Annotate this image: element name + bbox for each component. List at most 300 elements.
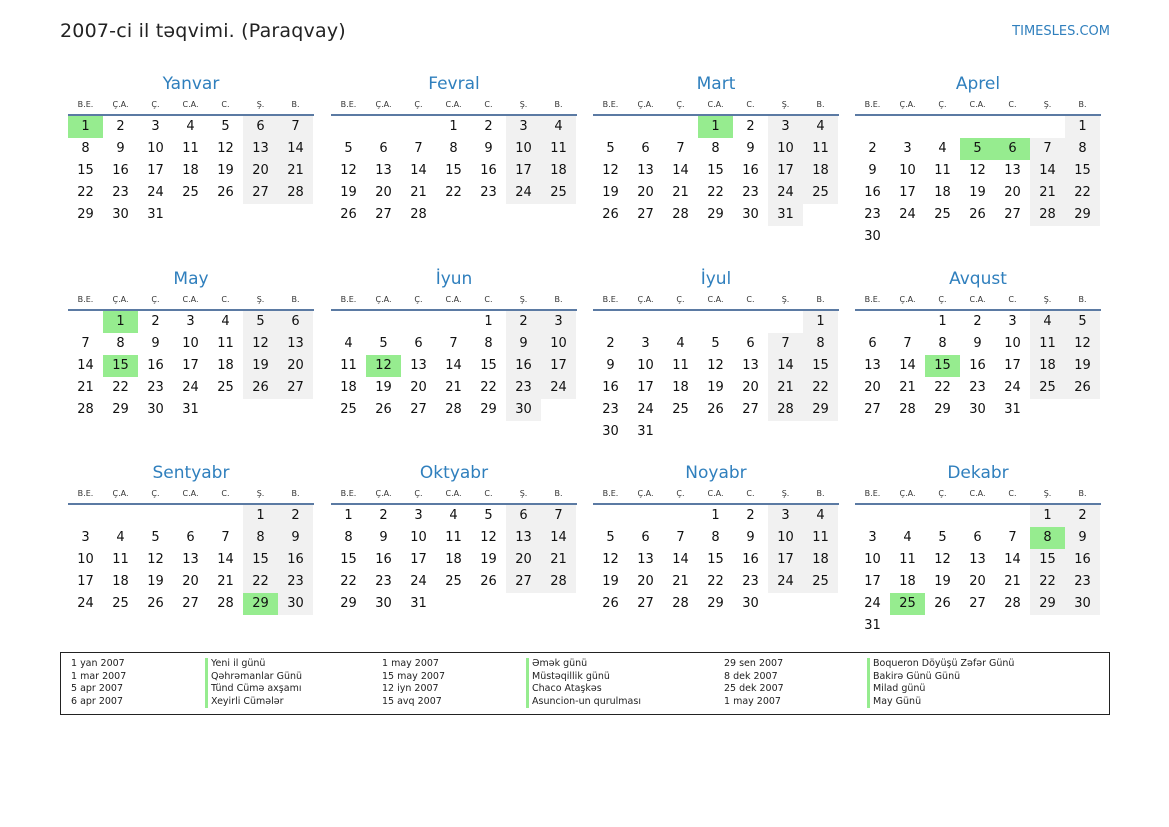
weekday-label: C. <box>221 100 230 109</box>
week-row <box>593 527 838 549</box>
holiday-name: Asuncion-un qurulması <box>526 696 641 709</box>
weekday-label: B.E. <box>602 295 619 304</box>
weekday-header <box>855 96 1101 116</box>
day-cell: 7 <box>676 530 685 545</box>
day-cell: 13 <box>637 552 654 567</box>
holiday-date: 6 apr 2007 <box>71 695 124 707</box>
day-cell: 9 <box>151 336 160 351</box>
day-cell-holiday: 8 <box>1030 527 1065 549</box>
day-cell: 19 <box>602 574 619 589</box>
day-cell: 23 <box>147 380 164 395</box>
weekday-label: C.A. <box>707 295 724 304</box>
day-cell: 4 <box>803 116 838 138</box>
day-cell: 24 <box>77 596 94 611</box>
day-cell: 28 <box>672 207 689 222</box>
day-cell: 10 <box>182 336 199 351</box>
day-cell: 14 <box>768 355 803 377</box>
day-cell: 29 <box>340 596 357 611</box>
day-cell: 12 <box>969 163 986 178</box>
weekday-label: Ç. <box>414 295 423 304</box>
weekday-label: C. <box>484 489 493 498</box>
weekday-label: C.A. <box>707 100 724 109</box>
week-row <box>331 549 576 571</box>
day-empty <box>925 226 960 248</box>
day-cell: 27 <box>182 596 199 611</box>
weekday-label: Ş. <box>1043 295 1052 304</box>
day-cell: 18 <box>899 574 916 589</box>
weekday-label: B. <box>816 489 825 498</box>
day-cell: 8 <box>116 336 125 351</box>
day-empty <box>436 593 471 615</box>
week-row <box>593 204 838 226</box>
day-cell: 3 <box>768 505 803 527</box>
day-cell: 21 <box>541 549 576 571</box>
day-cell: 28 <box>445 402 462 417</box>
day-empty <box>366 116 401 138</box>
weekday-label: C. <box>1008 489 1017 498</box>
week-row <box>593 160 838 182</box>
holiday-name: Chaco Ataşkəs <box>526 683 641 696</box>
day-cell: 31 <box>768 204 803 226</box>
day-cell: 14 <box>77 358 94 373</box>
weekday-label: Ş. <box>781 489 790 498</box>
day-cell: 20 <box>864 380 881 395</box>
day-cell: 1 <box>1065 116 1100 138</box>
day-cell: 30 <box>278 593 313 615</box>
day-cell: 6 <box>414 336 423 351</box>
day-empty <box>208 399 243 421</box>
day-empty <box>593 505 628 527</box>
day-cell: 1 <box>449 119 458 134</box>
day-cell: 4 <box>449 508 458 523</box>
day-cell: 23 <box>602 402 619 417</box>
day-empty <box>855 505 890 527</box>
weekday-label: B. <box>816 100 825 109</box>
day-cell: 22 <box>243 571 278 593</box>
day-cell: 8 <box>803 333 838 355</box>
weekday-label: Ş. <box>256 100 265 109</box>
weekday-label: Ş. <box>519 295 528 304</box>
week-row <box>855 571 1100 593</box>
day-cell: 11 <box>672 358 689 373</box>
week-row <box>593 182 838 204</box>
day-cell: 18 <box>340 380 357 395</box>
day-cell: 2 <box>278 505 313 527</box>
day-empty <box>173 505 208 527</box>
week-row <box>855 505 1100 527</box>
day-empty <box>995 505 1030 527</box>
day-cell: 16 <box>742 552 759 567</box>
day-cell: 11 <box>1030 333 1065 355</box>
day-cell: 16 <box>278 549 313 571</box>
day-cell: 23 <box>969 380 986 395</box>
week-row <box>331 160 576 182</box>
week-row <box>593 116 838 138</box>
week-row <box>593 399 838 421</box>
week-row <box>68 527 313 549</box>
holiday-date: 1 may 2007 <box>382 658 439 669</box>
week-row <box>68 204 313 226</box>
day-cell: 17 <box>410 552 427 567</box>
day-cell: 17 <box>899 185 916 200</box>
weekday-label: Ç. <box>414 489 423 498</box>
day-empty <box>471 204 506 226</box>
day-cell: 7 <box>1008 530 1017 545</box>
week-row <box>331 505 576 527</box>
week-row <box>855 355 1100 377</box>
day-cell: 3 <box>903 141 912 156</box>
day-cell: 18 <box>1030 355 1065 377</box>
day-empty <box>628 116 663 138</box>
day-cell: 17 <box>182 358 199 373</box>
weekday-header <box>593 96 839 116</box>
day-cell: 22 <box>1030 571 1065 593</box>
day-cell: 18 <box>803 549 838 571</box>
day-cell: 5 <box>151 530 160 545</box>
day-cell: 25 <box>182 185 199 200</box>
holiday-date: 1 mar 2007 <box>71 670 127 682</box>
month-4 <box>855 73 1101 248</box>
week-row <box>68 116 313 138</box>
day-cell: 26 <box>707 402 724 417</box>
day-cell: 12 <box>147 552 164 567</box>
week-row <box>593 571 838 593</box>
weeks <box>593 116 838 226</box>
day-cell: 20 <box>637 574 654 589</box>
day-cell: 3 <box>768 116 803 138</box>
day-cell: 26 <box>147 596 164 611</box>
weekday-label: Ç. <box>151 295 160 304</box>
day-cell: 20 <box>969 574 986 589</box>
day-cell: 11 <box>112 552 129 567</box>
day-cell: 7 <box>903 336 912 351</box>
day-cell: 21 <box>1004 574 1021 589</box>
day-cell: 1 <box>1030 505 1065 527</box>
weekday-label: C.A. <box>969 489 986 498</box>
day-cell: 8 <box>81 141 90 156</box>
day-cell-holiday: 15 <box>925 355 960 377</box>
weekday-label: C. <box>1008 100 1017 109</box>
weeks <box>331 311 576 421</box>
day-empty <box>890 116 925 138</box>
day-cell: 23 <box>864 207 881 222</box>
day-cell: 6 <box>379 141 388 156</box>
month-2 <box>331 73 577 226</box>
weekday-label: B. <box>1078 100 1087 109</box>
day-cell: 1 <box>938 314 947 329</box>
week-row <box>855 399 1100 421</box>
weekday-label: Ç.A. <box>637 100 654 109</box>
day-cell: 31 <box>410 596 427 611</box>
day-cell: 18 <box>934 185 951 200</box>
day-cell: 8 <box>449 141 458 156</box>
day-cell: 14 <box>899 358 916 373</box>
day-cell: 26 <box>602 207 619 222</box>
day-cell: 9 <box>1065 527 1100 549</box>
week-row <box>593 355 838 377</box>
weekday-label: Ş. <box>1043 100 1052 109</box>
week-row <box>331 571 576 593</box>
holiday-date: 15 avq 2007 <box>382 695 442 707</box>
legend-col-1-names <box>205 658 302 708</box>
weekday-label: Ç.A. <box>899 100 916 109</box>
weekday-label: B.E. <box>864 489 881 498</box>
site-link[interactable]: TIMESLES.COM <box>1012 24 1110 39</box>
week-row <box>68 549 313 571</box>
day-cell: 25 <box>541 182 576 204</box>
weekday-label: B. <box>291 100 300 109</box>
day-cell: 8 <box>711 141 720 156</box>
weekday-header <box>331 485 577 505</box>
day-empty <box>436 311 471 333</box>
day-cell: 14 <box>541 527 576 549</box>
day-cell: 15 <box>340 552 357 567</box>
day-cell: 30 <box>742 596 759 611</box>
weekday-header <box>68 485 314 505</box>
day-cell: 16 <box>112 163 129 178</box>
day-cell: 11 <box>217 336 234 351</box>
day-cell: 13 <box>969 552 986 567</box>
day-empty <box>628 505 663 527</box>
day-cell: 4 <box>186 119 195 134</box>
week-row <box>855 377 1100 399</box>
weekday-header <box>855 485 1101 505</box>
weekday-label: B. <box>291 489 300 498</box>
day-cell: 17 <box>541 355 576 377</box>
weekday-label: Ç. <box>676 295 685 304</box>
day-cell: 7 <box>221 530 230 545</box>
day-cell: 9 <box>506 333 541 355</box>
day-cell: 23 <box>278 571 313 593</box>
day-cell: 7 <box>278 116 313 138</box>
day-cell: 7 <box>81 336 90 351</box>
day-empty <box>243 204 278 226</box>
week-row <box>855 204 1100 226</box>
day-cell: 3 <box>414 508 423 523</box>
weekday-label: Ç.A. <box>899 295 916 304</box>
day-cell: 15 <box>480 358 497 373</box>
month-6 <box>331 268 577 421</box>
legend-col-1-dates <box>71 658 126 708</box>
month-name: May <box>173 269 209 289</box>
day-cell: 15 <box>803 355 838 377</box>
day-cell: 30 <box>375 596 392 611</box>
day-cell: 13 <box>410 358 427 373</box>
day-cell: 11 <box>445 530 462 545</box>
holiday-date: 25 dek 2007 <box>724 683 784 695</box>
day-empty <box>243 399 278 421</box>
holiday-date: 1 may 2007 <box>724 695 781 707</box>
day-cell: 17 <box>147 163 164 178</box>
day-cell: 28 <box>410 207 427 222</box>
day-cell-holiday: 1 <box>68 116 103 138</box>
day-cell: 27 <box>243 182 278 204</box>
day-cell-holiday: 25 <box>890 593 925 615</box>
day-cell: 21 <box>445 380 462 395</box>
day-cell: 10 <box>77 552 94 567</box>
day-empty <box>331 311 366 333</box>
weekday-label: Ç. <box>151 100 160 109</box>
weekday-label: B.E. <box>340 100 357 109</box>
day-cell: 4 <box>903 530 912 545</box>
week-row <box>855 116 1100 138</box>
day-cell: 17 <box>768 549 803 571</box>
day-empty <box>855 116 890 138</box>
day-cell: 25 <box>445 574 462 589</box>
day-cell: 29 <box>803 399 838 421</box>
day-cell: 26 <box>480 574 497 589</box>
day-cell: 1 <box>344 508 353 523</box>
day-cell: 12 <box>602 552 619 567</box>
day-cell: 10 <box>768 527 803 549</box>
week-row <box>855 226 1100 248</box>
day-cell: 24 <box>768 182 803 204</box>
day-empty <box>768 421 803 443</box>
day-cell: 2 <box>1065 505 1100 527</box>
day-cell: 28 <box>1030 204 1065 226</box>
day-cell: 3 <box>641 336 650 351</box>
day-cell: 24 <box>182 380 199 395</box>
week-row <box>855 138 1100 160</box>
day-cell: 12 <box>217 141 234 156</box>
day-cell: 22 <box>1065 182 1100 204</box>
day-empty <box>890 226 925 248</box>
day-cell: 19 <box>934 574 951 589</box>
month-12 <box>855 462 1101 637</box>
weeks <box>855 505 1100 637</box>
day-cell: 21 <box>899 380 916 395</box>
day-cell: 27 <box>375 207 392 222</box>
day-empty <box>698 421 733 443</box>
weekday-label: B.E. <box>602 100 619 109</box>
weekday-label: Ç. <box>414 100 423 109</box>
day-cell: 30 <box>506 399 541 421</box>
day-empty <box>208 505 243 527</box>
day-cell: 24 <box>899 207 916 222</box>
day-cell: 18 <box>217 358 234 373</box>
day-cell: 21 <box>1030 182 1065 204</box>
day-empty <box>138 505 173 527</box>
weekday-label: Ç. <box>676 100 685 109</box>
day-cell: 5 <box>606 141 615 156</box>
week-row <box>855 615 1100 637</box>
day-cell: 12 <box>602 163 619 178</box>
weekday-label: B.E. <box>864 100 881 109</box>
day-cell: 16 <box>147 358 164 373</box>
weekday-label: B. <box>554 489 563 498</box>
day-cell: 22 <box>77 185 94 200</box>
week-row <box>331 182 576 204</box>
weeks <box>331 116 576 226</box>
day-cell: 19 <box>217 163 234 178</box>
weekday-label: C.A. <box>445 100 462 109</box>
weekday-label: C.A. <box>969 100 986 109</box>
day-cell: 25 <box>217 380 234 395</box>
day-cell: 28 <box>541 571 576 593</box>
weekday-label: Ç.A. <box>375 489 392 498</box>
day-cell: 11 <box>541 138 576 160</box>
holiday-date: 29 sen 2007 <box>724 658 784 669</box>
day-cell: 26 <box>340 207 357 222</box>
week-row <box>68 593 313 615</box>
day-empty <box>436 204 471 226</box>
day-cell-holiday: 15 <box>103 355 138 377</box>
weekday-label: B.E. <box>77 489 94 498</box>
holiday-name: Boqueron Döyüşü Zəfər Günü <box>867 658 1014 671</box>
weekday-label: B.E. <box>77 295 94 304</box>
day-empty <box>960 615 995 637</box>
week-row <box>68 377 313 399</box>
weekday-header <box>68 96 314 116</box>
day-cell: 3 <box>541 311 576 333</box>
weekday-label: B.E. <box>864 295 881 304</box>
day-cell: 6 <box>641 141 650 156</box>
day-cell: 4 <box>541 116 576 138</box>
day-cell: 6 <box>243 116 278 138</box>
month-name: Yanvar <box>162 74 220 94</box>
day-empty <box>541 204 576 226</box>
day-cell: 2 <box>868 141 877 156</box>
day-cell: 6 <box>506 505 541 527</box>
day-cell: 17 <box>768 160 803 182</box>
day-cell: 6 <box>868 336 877 351</box>
day-empty <box>1030 226 1065 248</box>
day-empty <box>803 204 838 226</box>
month-name: Mart <box>696 74 736 94</box>
week-row <box>855 160 1100 182</box>
day-cell: 21 <box>217 574 234 589</box>
day-cell: 7 <box>768 333 803 355</box>
day-cell: 14 <box>445 358 462 373</box>
day-cell: 14 <box>672 552 689 567</box>
day-cell: 8 <box>484 336 493 351</box>
weekday-label: Ç. <box>938 100 947 109</box>
day-cell: 29 <box>1030 593 1065 615</box>
month-name: Noyabr <box>685 463 747 483</box>
weeks <box>68 311 313 421</box>
day-cell: 15 <box>1065 160 1100 182</box>
holiday-name: Tünd Cümə axşamı <box>205 683 302 696</box>
day-cell: 12 <box>1065 333 1100 355</box>
day-cell: 27 <box>410 402 427 417</box>
day-cell: 16 <box>742 163 759 178</box>
weeks <box>593 311 838 443</box>
day-empty <box>803 421 838 443</box>
day-empty <box>925 505 960 527</box>
day-cell: 13 <box>182 552 199 567</box>
day-cell: 29 <box>707 596 724 611</box>
day-cell: 15 <box>1030 549 1065 571</box>
day-cell: 30 <box>742 207 759 222</box>
day-empty <box>855 311 890 333</box>
weekday-header <box>593 485 839 505</box>
day-empty <box>401 311 436 333</box>
day-cell: 21 <box>672 574 689 589</box>
day-cell: 10 <box>864 552 881 567</box>
week-row <box>855 593 1100 615</box>
weeks <box>68 505 313 615</box>
day-cell: 29 <box>480 402 497 417</box>
day-cell: 10 <box>899 163 916 178</box>
day-cell: 28 <box>278 182 313 204</box>
day-cell: 8 <box>243 527 278 549</box>
day-cell: 3 <box>81 530 90 545</box>
day-cell: 17 <box>77 574 94 589</box>
holiday-name: Xeyirli Cümələr <box>205 696 302 709</box>
day-cell: 17 <box>864 574 881 589</box>
legend-col-3-dates <box>724 658 784 708</box>
week-row <box>68 571 313 593</box>
